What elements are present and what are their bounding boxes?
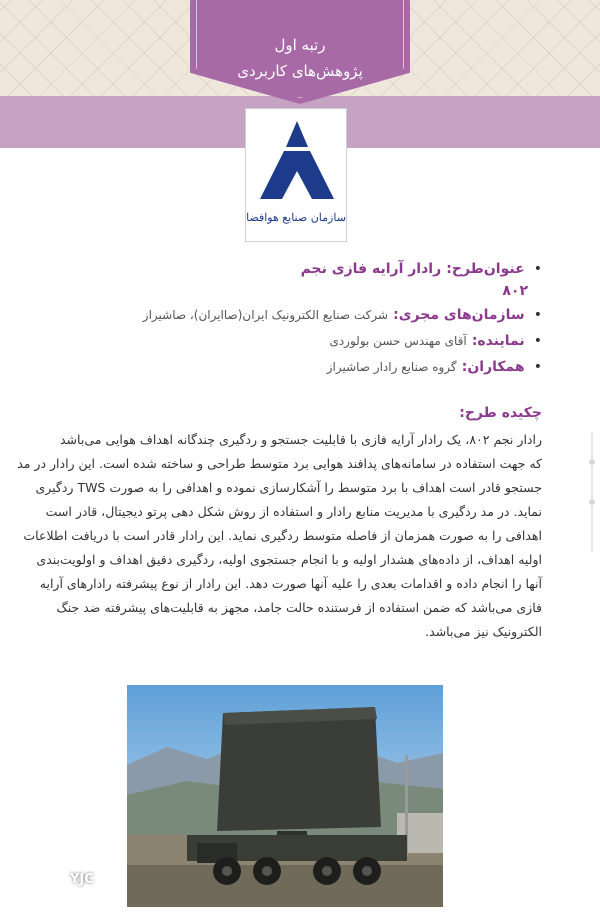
bullet-icon: • (533, 333, 542, 349)
side-decoration-icon (584, 432, 600, 552)
collaborators-row (327, 356, 542, 375)
bullet-icon: • (533, 261, 542, 277)
project-title-line2 (502, 280, 528, 299)
organization-logo (245, 108, 347, 242)
aerospace-industries-logo-icon (256, 119, 338, 201)
representative-value: آقای مهندس حسن بولوردی (329, 334, 467, 348)
abstract-line: اهدافی را به صورت همزمان از فاصله متوسط ردگیری نماید. این رادار قادر است با دریافت اطلاعات (23, 528, 542, 543)
yjc-logo-icon (28, 862, 68, 898)
abstract-line: الکترونیک نیز می‌باشد. (425, 624, 542, 639)
abstract-line: که جهت استفاده در سامانه‌های پدافند هوایی برد متوسط طراحی و ساخته شده است. این رادار در مد (17, 456, 542, 471)
bullet-icon: • (533, 359, 542, 375)
collaborators-value: گروه صنایع رادار صاشیراز (326, 360, 457, 374)
project-title-value: رادار آرایه فازی نجم (300, 261, 442, 277)
abstract-line: فازی می‌باشد که ضمن استفاده از فرستنده حالت جامد، مجهز به قابلیت‌های پیشرفته ضد جنگ (56, 600, 542, 615)
rank-category: پژوهش‌های کاربردی (237, 62, 363, 80)
representative-label: نماینده: (471, 333, 525, 349)
logo-caption: سازمان صنایع هوافضا (246, 211, 346, 224)
organizations-label: سازمان‌های مجری: (393, 307, 525, 323)
abstract-title: چکیده طرح: (459, 405, 542, 421)
radar-photo (127, 685, 443, 907)
project-title-row (301, 258, 542, 277)
collaborators-label: همکاران: (461, 359, 525, 375)
representative-row (329, 330, 542, 349)
bullet-icon: • (533, 307, 542, 323)
abstract-line: نماید. در مد ردگیری با مدیریت منابع رادار و استفاده از روش شکل دهی پرتو دیجیتال، قادر است (45, 504, 542, 519)
organizations-row (143, 304, 542, 323)
watermark-text: YJC (70, 872, 94, 887)
abstract-line: جستجو قادر است اهداف با برد متوسط را آشکارسازی نموده و اهدافی را به صورت TWS ردگیری (35, 480, 542, 495)
abstract-line: اولیه اهداف، از داده‌های هشدار اولیه و با انجام جستجوی اولیه، ردگیری دقیق اهداف و اولویت‌بندی (36, 552, 542, 567)
rank-title: رتبه اول (274, 36, 326, 54)
abstract-line: رادار نجم ۸۰۲، یک رادار آرایه فازی با قابلیت جستجو و ردگیری چندگانه اهداف هوایی می‌باشد (60, 432, 542, 447)
project-title-label: عنوان‌طرح: (446, 261, 525, 277)
abstract-line: آنها را انجام داده و اقدامات بعدی را علیه آنها صورت دهد. این رادار از نوع پیشرفته رادارهای آرایه (39, 576, 542, 591)
project-title-number: ۸۰۲ (502, 283, 528, 299)
radar-truck-image (127, 685, 443, 907)
organizations-value: شرکت صنایع الکترونیک ایران(صاایران)، صاشیراز (142, 308, 389, 322)
